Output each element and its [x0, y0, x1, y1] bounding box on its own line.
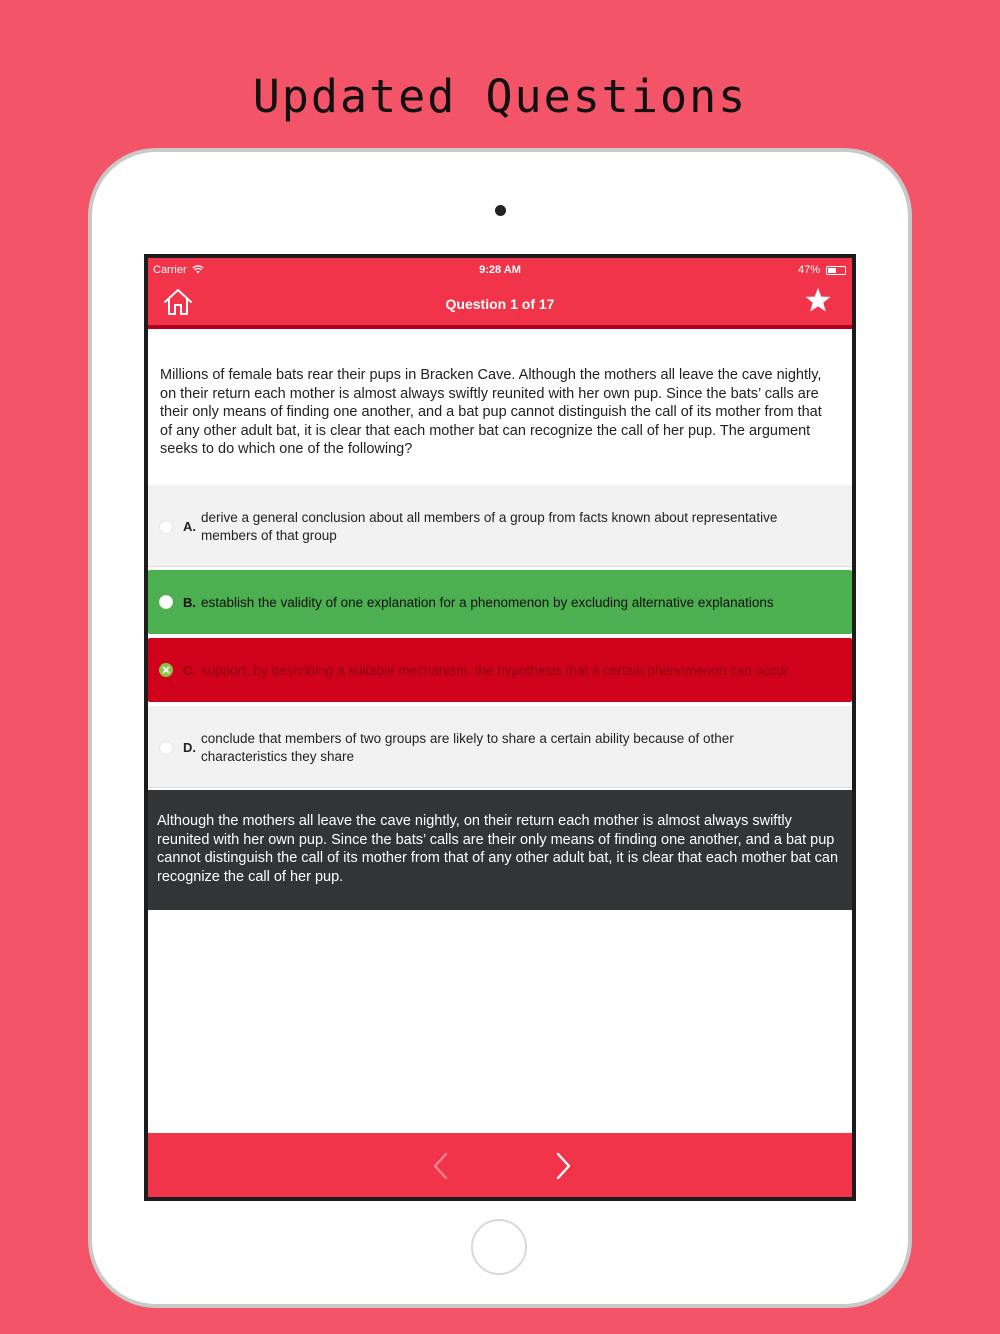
question-counter-title: Question 1 of 17 [445, 296, 555, 312]
question-text: Millions of female bats rear their pups in Bracken Cave. Although the mothers all leave the cave nightly, on their return each mother is almost always swiftly reunited with her own pup. Since the bats’ calls are their only means of finding one another, and a bat pup cannot distinguish the call of its mother from that of any other adult bat, it is clear that each mother bat can recognize the call of her pup. The argument seeks to do which one of the following? [160, 367, 822, 457]
navigation-bar [148, 258, 852, 329]
bottom-navigation-bar [148, 1133, 852, 1197]
option-letter: A. [183, 519, 196, 534]
radio-icon [159, 741, 173, 755]
chevron-right-icon[interactable] [552, 1151, 574, 1181]
wrong-mark-icon [159, 663, 173, 677]
camera-dot [495, 205, 506, 216]
option-a[interactable] [148, 485, 852, 567]
headline: Updated Questions [252, 70, 748, 123]
device-home-button [471, 1219, 527, 1275]
option-c-wrong[interactable] [148, 638, 852, 702]
radio-icon [159, 595, 173, 609]
status-time: 9:28 AM [479, 264, 521, 276]
option-text: conclude that members of two groups are likely to share a certain ability because of other characteristics they share [201, 731, 734, 764]
option-letter: D. [183, 740, 196, 755]
chevron-left-icon[interactable] [430, 1151, 452, 1181]
option-text: derive a general conclusion about all members of a group from facts known about representative members of that group [201, 510, 778, 543]
battery-icon [826, 266, 846, 275]
option-d[interactable] [148, 706, 852, 788]
option-text: support, by describing a suitable mechanism, the hypothesis that a certain phenomenon can occur [201, 663, 789, 678]
status-battery-percent: 47% [797, 264, 820, 276]
option-b-correct[interactable] [148, 570, 852, 634]
status-carrier: Carrier [153, 264, 204, 276]
option-letter: B. [183, 595, 196, 610]
app-screen [148, 258, 852, 1197]
device-screen [144, 254, 856, 1201]
option-letter: C. [183, 663, 196, 678]
navbar-divider [148, 325, 852, 329]
explanation-panel: Although the mothers all leave the cave nightly, on their return each mother is almost always swiftly reunited with her own pup. Since the bats’ calls are their only means of finding one another, and a bat pup cannot distinguish the call of its mother from that of any other adult bat, it is clear that each mother bat can recognize the call of her pup. [148, 790, 852, 910]
radio-icon [159, 520, 173, 534]
star-icon[interactable] [804, 286, 832, 314]
option-text: establish the validity of one explanation for a phenomenon by excluding alternative explanations [201, 595, 774, 610]
